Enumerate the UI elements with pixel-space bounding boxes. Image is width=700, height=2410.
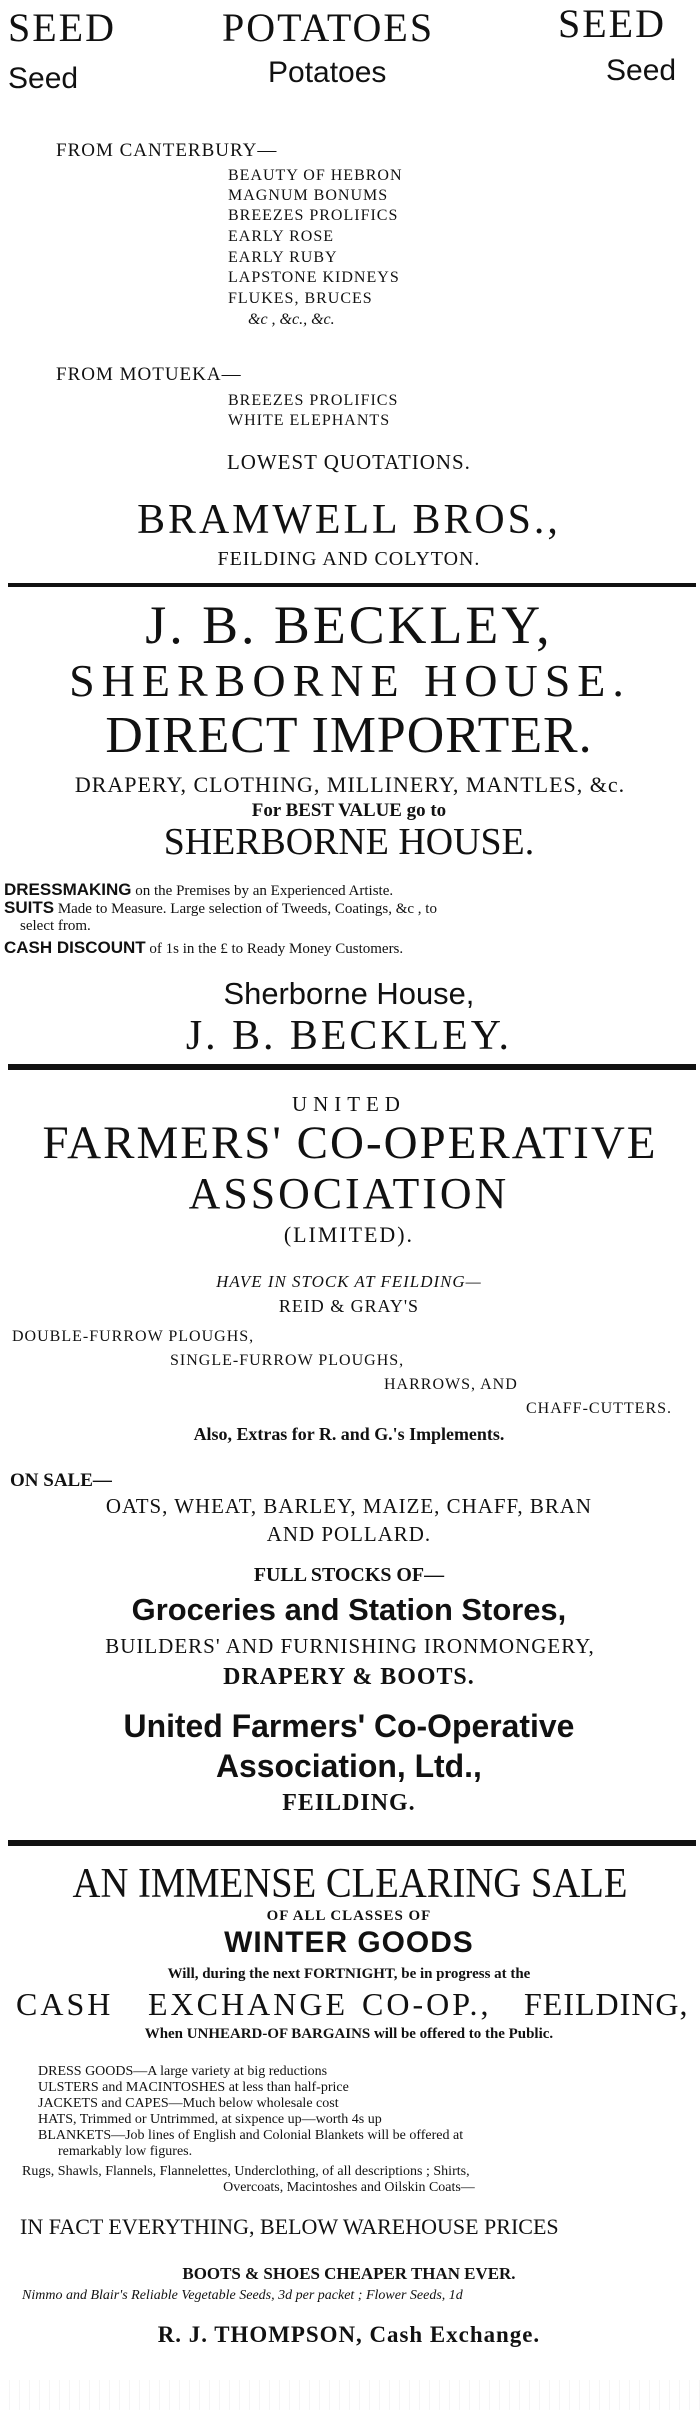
cash-discount-key: CASH DISCOUNT (4, 938, 146, 957)
suits-line (4, 898, 437, 918)
suits-text-cont: select from. (20, 918, 91, 934)
rugs-line: Rugs, Shawls, Flannels, Flannelettes, Underclothing, of all descriptions ; Shirts, (22, 2164, 470, 2179)
in-fact-line: IN FACT EVERYTHING, BELOW WAREHOUSE PRICES (20, 2214, 559, 2239)
headline-seed-right: SEED (558, 1, 666, 46)
firm-name: BRAMWELL BROS., (137, 497, 561, 543)
firm-location: FEILDING AND COLYTON. (217, 548, 481, 570)
divider-rule (8, 1064, 696, 1070)
full-stocks: FULL STOCKS OF— (253, 1564, 445, 1586)
subhead-seed-left: Seed (8, 62, 79, 95)
sale-item: DRESS GOODS—A large variety at big reductions (38, 2064, 328, 2079)
sale-item: ULSTERS and MACINTOSHES at less than half-price (38, 2080, 349, 2095)
canterbury-item: EARLY RUBY (228, 249, 338, 266)
suits-key: SUITS (4, 898, 55, 917)
cash-discount-line (4, 938, 403, 958)
divider-rule (8, 583, 696, 587)
sale-item: JACKETS and CAPES—Much below wholesale cost (38, 2096, 339, 2111)
canterbury-item: FLUKES, BRUCES (228, 290, 373, 307)
exchange-word: EXCHANGE (148, 1986, 348, 2022)
thompson-sign: R. J. THOMPSON, Cash Exchange. (157, 2322, 541, 2347)
grains-line: OATS, WHEAT, BARLEY, MAIZE, CHAFF, BRAN (105, 1494, 593, 1518)
when-line: When UNHEARD-OF BARGAINS will be offered to the Public. (144, 2026, 554, 2042)
subhead-potatoes: Potatoes (268, 56, 387, 89)
harrows: HARROWS, AND (384, 1376, 518, 1393)
dressmaking-text: on the Premises by an Experienced Artiste. (135, 883, 394, 899)
lowest-quotations: LOWEST QUOTATIONS. (227, 450, 471, 474)
sign-association: Association, Ltd., (216, 1748, 482, 1784)
canterbury-item: MAGNUM BONUMS (228, 187, 389, 204)
beckley-name: J. B. BECKLEY, (145, 595, 553, 655)
coop-word: CO-OP., (362, 1986, 492, 2022)
sign-beckley: J. B. BECKLEY. (185, 1013, 513, 1059)
canterbury-item: BEAUTY OF HEBRON (228, 167, 403, 184)
page-edge-noise (0, 2380, 700, 2410)
on-sale: ON SALE— (10, 1470, 112, 1491)
sale-item: BLANKETS—Job lines of English and Colonial Blankets will be offered at (38, 2128, 464, 2143)
dressmaking-key: DRESSMAKING (4, 880, 132, 899)
canterbury-item: &c , &c., &c. (248, 311, 335, 328)
sale-item: HATS, Trimmed or Untrimmed, at sixpence up—worth 4s up (38, 2112, 382, 2127)
in-stock-line: HAVE IN STOCK AT FEILDING— (216, 1272, 482, 1291)
pollard-line: AND POLLARD. (266, 1522, 432, 1546)
sign-sherborne: Sherborne House, (223, 976, 475, 1011)
groceries-line: Groceries and Station Stores, (131, 1592, 567, 1627)
extras-line: Also, Extras for R. and G.'s Implements. (193, 1424, 505, 1444)
seeds-line: Nimmo and Blair's Reliable Vegetable Seeds, 3d per packet ; Flower Seeds, 1d (22, 2288, 463, 2303)
subhead-seed-right: Seed (606, 54, 677, 87)
drapery-lines: DRAPERY, CLOTHING, MILLINERY, MANTLES, &c. (74, 772, 626, 797)
builders-line: BUILDERS' AND FURNISHING IRONMONGERY, (105, 1634, 595, 1658)
headline-potatoes: POTATOES (222, 5, 435, 50)
cash-word: CASH (16, 1986, 114, 2022)
best-value: For BEST VALUE go to (251, 800, 447, 821)
winter-goods: WINTER GOODS (224, 1926, 474, 1959)
from-canterbury-label: FROM CANTERBURY— (56, 140, 278, 161)
sign-feilding: FEILDING. (282, 1790, 416, 1816)
chaff-cutters: CHAFF-CUTTERS. (526, 1400, 673, 1417)
cash-discount-text: of 1s in the £ to Ready Money Customers. (149, 941, 404, 957)
sale-item: remarkably low figures. (58, 2144, 193, 2159)
reid-gray: REID & GRAY'S (278, 1296, 420, 1316)
boots-line: BOOTS & SHOES CHEAPER THAN EVER. (182, 2264, 516, 2283)
canterbury-item: BREEZES PROLIFICS (228, 207, 399, 224)
motueka-item: WHITE ELEPHANTS (228, 412, 391, 429)
headline-seed-left: SEED (8, 5, 116, 50)
sherborne-house-2: SHERBORNE HOUSE. (163, 821, 535, 863)
dressmaking-line (4, 880, 393, 900)
limited-text: (LIMITED). (283, 1222, 415, 1247)
divider-rule (8, 1840, 696, 1846)
clearing-sale-headline: AN IMMENSE CLEARING SALE (72, 1861, 628, 1907)
direct-importer: DIRECT IMPORTER. (105, 707, 593, 764)
canterbury-item: LAPSTONE KIDNEYS (228, 269, 400, 286)
canterbury-item: EARLY ROSE (228, 228, 335, 245)
overcoats-line: Overcoats, Macintoshes and Oilskin Coats— (223, 2180, 475, 2195)
farmers-heading: FARMERS' CO-OPERATIVE (42, 1117, 658, 1169)
association-heading: ASSOCIATION (188, 1169, 510, 1218)
single-furrow: SINGLE-FURROW PLOUGHS, (170, 1352, 405, 1369)
will-line: Will, during the next FORTNIGHT, be in progress at the (167, 1966, 531, 1982)
sherborne-house-title: SHERBORNE HOUSE. (69, 655, 631, 706)
double-furrow: DOUBLE-FURROW PLOUGHS, (12, 1328, 255, 1345)
sign-united-farmers: United Farmers' Co-Operative (123, 1708, 575, 1744)
suits-text: Made to Measure. Large selection of Tweeds, Coatings, &c , to (57, 901, 437, 917)
feilding-word: FEILDING, (524, 1986, 689, 2022)
united-word: UNITED (292, 1092, 406, 1116)
motueka-item: BREEZES PROLIFICS (228, 392, 399, 409)
of-all-classes: OF ALL CLASSES OF (266, 1908, 432, 1924)
drapery-boots: DRAPERY & BOOTS. (223, 1664, 475, 1690)
from-motueka-label: FROM MOTUEKA— (56, 364, 242, 385)
